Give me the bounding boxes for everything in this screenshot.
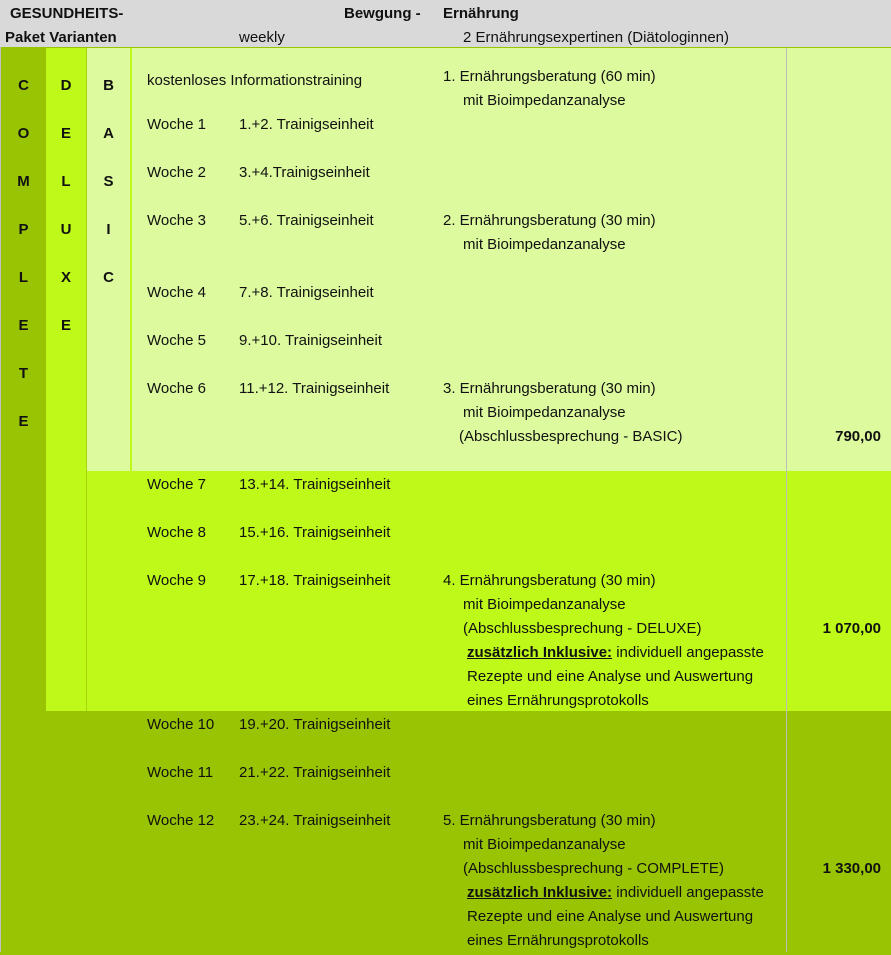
week-label: Woche 3 (147, 212, 206, 229)
session-label: 23.+24. Trainigseinheit (239, 812, 391, 829)
package-label-complete (1, 76, 46, 460)
letter: A (103, 125, 114, 142)
letter: E (60, 317, 71, 334)
header-ernaehrung: Ernährung (443, 5, 519, 22)
letter: L (61, 173, 71, 190)
week-label: Woche 12 (147, 812, 215, 829)
intro-training: kostenloses Informationstraining (147, 72, 363, 89)
header-bewegung-sub: weekly (239, 29, 285, 46)
consultation-2-sub: mit Bioimpedanzanalyse (463, 236, 626, 253)
header-ernaehrung-sub: 2 Ernährungsexpertinen (Diätologinnen) (463, 29, 730, 46)
consultation-1-sub: mit Bioimpedanzanalyse (463, 92, 626, 109)
extra-label: zusätzlich Inklusive: (467, 644, 613, 661)
header-package-line1: GESUNDHEITS- (10, 5, 124, 22)
letter: I (106, 221, 111, 238)
week-label: Woche 11 (147, 764, 214, 781)
session-label: 7.+8. Trainigseinheit (239, 284, 374, 301)
package-label-deluxe (46, 76, 86, 364)
letter: O (17, 125, 30, 142)
session-label: 17.+18. Trainigseinheit (239, 572, 391, 589)
consultation-5-note: (Abschlussbesprechung - COMPLETE) (463, 860, 724, 877)
letter: U (60, 221, 72, 238)
header-bewegung: Bewgung - (344, 5, 421, 22)
consultation-4-extra-line3: eines Ernährungsprotokolls (467, 692, 649, 709)
letter: M (17, 173, 30, 190)
consultation-4-sub: mit Bioimpedanzanalyse (463, 596, 626, 613)
consultation-5-extra-line1 (467, 883, 764, 907)
price-deluxe: 1 070,00 (822, 620, 881, 637)
consultation-5-title: 5. Ernährungsberatung (30 min) (443, 812, 656, 829)
week-label: Woche 10 (147, 716, 215, 733)
letter: X (60, 269, 71, 286)
week-label: Woche 5 (147, 332, 206, 349)
consultation-4-title: 4. Ernährungsberatung (30 min) (443, 572, 656, 589)
consultation-4-note: (Abschlussbesprechung - DELUXE) (463, 620, 702, 637)
letter: C (18, 77, 29, 94)
week-label: Woche 9 (147, 572, 206, 589)
header-package-line2: Paket Varianten (5, 29, 117, 46)
letter: E (18, 413, 29, 430)
letter: C (103, 269, 114, 286)
letter: P (18, 221, 29, 238)
session-label: 19.+20. Trainigseinheit (239, 716, 391, 733)
session-label: 13.+14. Trainigseinheit (239, 476, 391, 493)
separator-basic (130, 48, 132, 471)
consultation-5-sub: mit Bioimpedanzanalyse (463, 836, 626, 853)
week-label: Woche 4 (147, 284, 206, 301)
session-label: 11.+12. Trainigseinheit (239, 380, 390, 397)
consultation-4-extra-line2: Rezepte und eine Analyse und Auswertung (467, 668, 754, 685)
price-complete: 1 330,00 (822, 860, 881, 877)
week-label: Woche 7 (147, 476, 206, 493)
consultation-5-extra-line2: Rezepte und eine Analyse und Auswertung (467, 908, 754, 925)
session-label: 9.+10. Trainigseinheit (239, 332, 383, 349)
session-label: 1.+2. Trainigseinheit (239, 116, 374, 133)
consultation-5-extra-line3: eines Ernährungsprotokolls (467, 932, 649, 949)
session-label: 15.+16. Trainigseinheit (239, 524, 391, 541)
consultation-1-title: 1. Ernährungsberatung (60 min) (443, 68, 656, 85)
week-label: Woche 2 (147, 164, 206, 181)
consultation-4-extra-line1 (467, 643, 764, 667)
consultation-3-sub: mit Bioimpedanzanalyse (463, 404, 626, 421)
extra-label: zusätzlich Inklusive: (467, 884, 613, 901)
extra-text: individuell angepasste (612, 644, 764, 661)
letter: S (103, 173, 114, 190)
header-row (0, 0, 891, 47)
letter: B (103, 77, 114, 94)
package-label-basic (87, 76, 130, 316)
letter: E (18, 317, 29, 334)
extra-text: individuell angepasste (612, 884, 764, 901)
week-label: Woche 8 (147, 524, 206, 541)
letter: L (18, 269, 29, 286)
consultation-2-title: 2. Ernährungsberatung (30 min) (443, 212, 656, 229)
letter: D (60, 77, 72, 94)
consultation-3-title: 3. Ernährungsberatung (30 min) (443, 380, 656, 397)
price-column-separator (786, 48, 787, 952)
consultation-3-note: (Abschlussbesprechung - BASIC) (459, 428, 683, 445)
letter: T (18, 365, 29, 382)
session-label: 5.+6. Trainigseinheit (239, 212, 374, 229)
letter: E (60, 125, 71, 142)
week-label: Woche 6 (147, 380, 206, 397)
session-label: 3.+4.Trainigseinheit (239, 164, 370, 181)
session-label: 21.+22. Trainigseinheit (239, 764, 391, 781)
price-basic: 790,00 (835, 428, 881, 445)
week-label: Woche 1 (147, 116, 206, 133)
